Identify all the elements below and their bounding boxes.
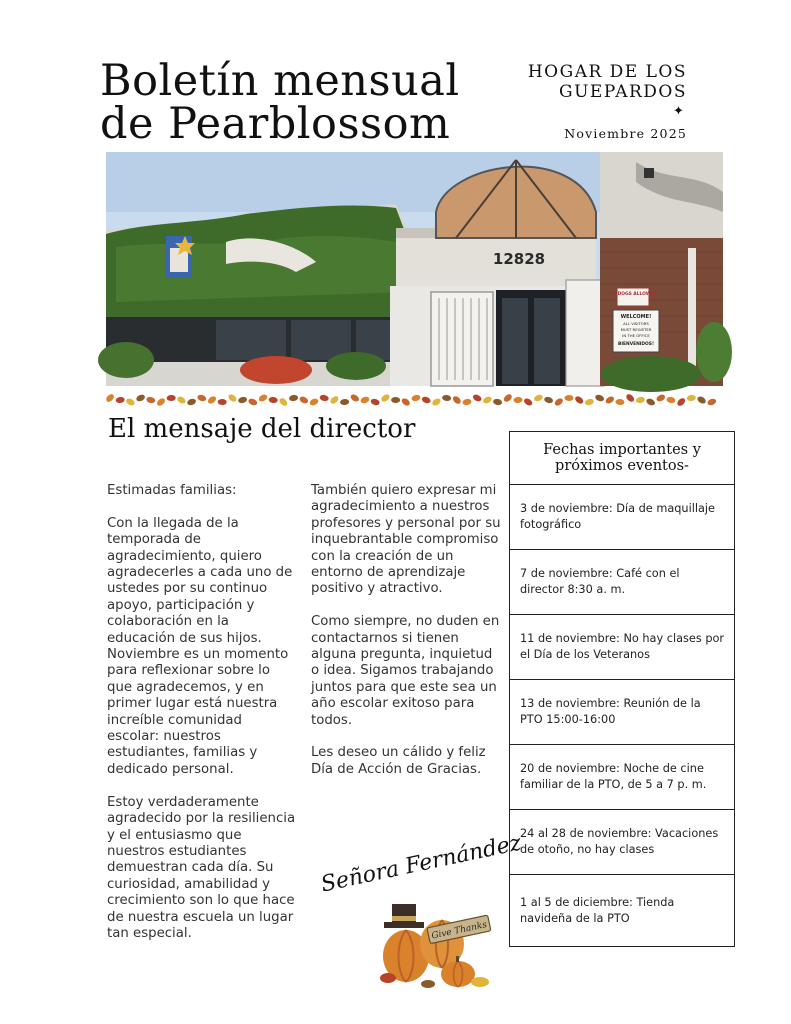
leaf-icon [319, 394, 329, 402]
autumn-leaf-border [106, 392, 723, 410]
letter-greeting: Estimadas familias: [107, 483, 237, 498]
leaf-icon [340, 399, 349, 406]
leaf-icon [105, 393, 116, 404]
leaf-icon [125, 397, 136, 407]
sign-office: IN THE OFFICE [622, 333, 650, 338]
building-number: 12828 [492, 250, 546, 268]
newsletter-title [100, 56, 500, 149]
sparkle-icon: ✦ [673, 104, 684, 119]
leaf-icon [442, 395, 452, 402]
leaf-icon [380, 393, 391, 403]
leaf-icon [207, 395, 218, 405]
leaf-icon [218, 399, 227, 405]
leaf-icon [543, 396, 553, 404]
signature-text: Señora Fernández [318, 830, 524, 898]
leaf-icon [421, 396, 432, 405]
leaf-icon [176, 395, 187, 405]
leaf-icon [565, 395, 574, 401]
event-text: 13 de noviembre: Reunión de la PTO 15:00-16:00 [520, 697, 701, 726]
director-message-heading: El mensaje del director [108, 414, 416, 444]
letter-column-1 [107, 483, 297, 959]
title-line-1: Boletín mensual [100, 56, 460, 106]
events-table-header: Fechas importantes y próximos eventos- [510, 432, 734, 485]
leaf-icon [523, 397, 534, 407]
leaf-icon [451, 395, 462, 406]
leaf-icon [707, 398, 718, 407]
leaf-icon [146, 396, 156, 404]
event-row [510, 485, 734, 550]
leaf-icon [227, 393, 238, 403]
leaf-icon [655, 393, 666, 402]
leaf-icon [197, 394, 207, 402]
issue-date: Noviembre 2025 [564, 126, 687, 141]
leaf-icon [472, 393, 483, 402]
leaf-icon [156, 397, 167, 407]
leaf-icon [135, 393, 146, 402]
letter-paragraph: Estoy verdaderamente agradecido por la resiliencia y el entusiasmo que nuestros estudiantes demuestran cada día. Su curiosidad, amabilidad y crecimiento son lo que hace de nuestra escuela un lugar tan especial. [107, 794, 296, 941]
leaf-icon [289, 394, 299, 401]
leaf-icon [370, 398, 380, 406]
leaf-icon [666, 396, 676, 403]
sign-register: MUST REGISTER [620, 327, 652, 332]
leaf-icon [574, 395, 585, 405]
event-text: 1 al 5 de diciembre: Tienda navideña de la PTO [520, 895, 675, 925]
leaf-icon [186, 398, 196, 407]
leaf-icon [625, 393, 636, 403]
event-text: 20 de noviembre: Noche de cine familiar de la PTO, de 5 a 7 p. m. [520, 762, 707, 791]
leaf-icon [645, 397, 656, 406]
event-text: 7 de noviembre: Café con el director 8:30 a. m. [520, 567, 680, 596]
leaf-icon [493, 398, 503, 406]
event-row [510, 810, 734, 875]
give-thanks-sign-text: Give Thanks [430, 920, 488, 942]
home-line-1: HOGAR DE LOS [527, 62, 687, 82]
school-building-photo [106, 152, 723, 386]
leaf-icon [553, 397, 564, 407]
home-line-2: GUEPARDOS [559, 82, 687, 102]
leaf-icon [482, 395, 493, 404]
leaf-icon [329, 395, 340, 405]
leaf-icon [268, 396, 278, 403]
letter-paragraph: Con la llegada de la temporada de agradecimiento, quiero agradecerles a cada uno de ustedes por su continuo apoyo, participación y colaboración en la educación de sus hijos. Noviembre es un momento para reflexionar sobre lo que agradecemos, y en primer lugar está nuestra increíble comunidad escolar: nuestros estudiantes, familias y dedicado personal. [107, 515, 293, 777]
leaf-icon [391, 397, 400, 403]
give-thanks-pumpkins-image [380, 892, 496, 988]
event-text: 11 de noviembre: No hay clases por el Día de los Veteranos [520, 632, 725, 661]
leaf-icon [696, 395, 707, 405]
event-row [510, 615, 734, 680]
leaf-icon [360, 396, 371, 405]
leaf-icon [615, 399, 624, 406]
leaf-icon [635, 396, 645, 404]
school-mascot-line [528, 62, 687, 102]
sign-visitors: ALL VISITORS [623, 321, 649, 326]
leaf-icon [278, 397, 289, 408]
leaf-icon [167, 395, 176, 401]
event-row [510, 875, 734, 946]
leaf-icon [584, 398, 594, 406]
sign-bienvenidos: BIENVENIDOS! [618, 342, 654, 347]
leaf-icon [115, 396, 125, 403]
event-row [510, 550, 734, 615]
leaf-icon [411, 394, 421, 402]
letter-paragraph: También quiero expresar mi agradecimiento a nuestros profesores y personal por su inquebrantable compromiso con la creación de un entorno de aprendizaje positivo y atractivo. [311, 483, 501, 597]
leaf-icon [349, 393, 360, 403]
leaf-icon [604, 395, 615, 405]
leaf-icon [513, 397, 522, 404]
event-text: 3 de noviembre: Día de maquillaje fotográfico [520, 502, 716, 531]
leaf-icon [594, 394, 605, 403]
leaf-icon [298, 395, 309, 405]
leaf-icon [533, 394, 544, 403]
sign-no-dogs: NO DOGS ALLOWED [608, 292, 658, 297]
leaf-icon [247, 397, 258, 406]
sign-welcome: WELCOME! [620, 314, 652, 320]
title-line-2: de Pearblossom [100, 99, 451, 149]
important-dates-table [509, 431, 735, 947]
event-text: 24 al 28 de noviembre: Vacaciones de otoño, no hay clases [520, 827, 719, 856]
leaf-icon [238, 396, 248, 404]
letter-paragraph: Como siempre, no duden en contactarnos si tienen alguna pregunta, inquietud o idea. Sigamos trabajando juntos para que este sea un año escolar exitoso para todos. [311, 614, 500, 728]
letter-column-2 [311, 483, 503, 795]
event-row [510, 680, 734, 745]
leaf-icon [309, 397, 320, 406]
leaf-icon [462, 398, 472, 405]
leaf-icon [502, 393, 513, 403]
event-row [510, 745, 734, 810]
leaf-icon [676, 397, 687, 408]
leaf-icon [258, 393, 269, 403]
leaf-icon [687, 395, 697, 402]
leaf-icon [400, 397, 411, 407]
director-signature [314, 830, 524, 898]
leaf-icon [431, 397, 442, 407]
letter-closing: Les deseo un cálido y feliz Día de Acción de Gracias. [311, 745, 486, 777]
